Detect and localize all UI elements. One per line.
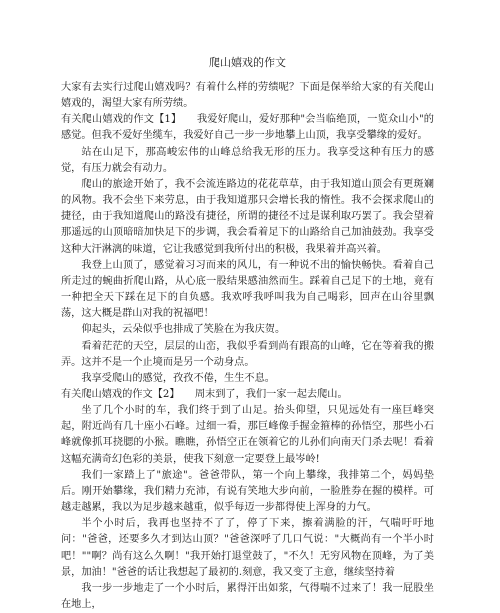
paragraph: 看着茫茫的天空，层层的山峦，我似乎看到尚有跟高的山峰，它在等着我的搬弄。这并不是一个止境而是另一个动身点。 bbox=[61, 340, 434, 368]
paragraph: 我一步一步地走了一个小时后，累得汗出如浆，气得喘不过来了！我一屁股坐在地上， bbox=[61, 582, 434, 610]
paragraph: 有关爬山嬉戏的作文【2】 周末到了，我们一家一起去爬山。 bbox=[61, 388, 348, 400]
document-body bbox=[61, 80, 434, 613]
document-title: 爬山嬉戏的作文 bbox=[209, 56, 286, 69]
paragraph: 大家有去实行过爬山嬉戏吗？有着什么样的劳绩呢？下面是保举给大家的有关爬山嬉戏的，渴望大家有所劳绩。 bbox=[61, 82, 434, 110]
paragraph: 半个小时后，我再也坚持不了了，停了下来，擦着满脸的汗，气喘吁吁地问："爸爸，还要多久才到达山顶？"爸爸深呼了几口气说："大概尚有一个半小时吧！""啊？尚有这么久啊！"我开始打退堂鼓了，"不久！无穷风物在顶峰，为了美景，加油！"爸爸的话让我想起了最初的.刻意，我又变了主意，继续坚持着 bbox=[61, 518, 434, 578]
paragraph: 爬山的旅途开始了，我不会流连路边的花花草草，由于我知道山顶会有更斑斓的风物。我不会坐下来劳息，由于我知道那只会增长我的惰性。我不会探求爬山的捷径，由于我知道爬山的路没有捷径，所谓的捷径不过是谋利取巧罢了。我会望着那遥远的山顶暗暗加快足下的步调，我会看着足下的山路给自己加油鼓劲。我享受这种大汗淋漓的味道，它让我感觉到我所付出的积极，我果着并高兴着。 bbox=[61, 178, 434, 255]
paragraph: 我登上山顶了，感觉着习习而来的风儿，有一种说不出的愉快畅快。看着自己所走过的蜿曲折爬山路，从心底一股结果感油然而生。踩着自己足下的土地，竟有一种把全天下踩在足下的自负感。我欢呼我呼叫我为自己喝彩，回声在山谷里飘荡，这大概是群山对我的祝福吧！ bbox=[61, 259, 434, 320]
paragraph: 有关爬山嬉戏的作文【1】 我爱好爬山，爱好那种"会当临绝顶，一览众山小"的感觉。但我不爱好坐缆车，我爱好自己一步一步地攀上山顶，我享受攀缘的爱好。 bbox=[61, 114, 434, 142]
paragraph: 坐了几个小时的车，我们终于到了山足。抬头仰望，只见远处有一座巨峰突起，附近尚有几十座小石峰。过细一看，那巨峰像手握金箍棒的孙悟空，那些小石峰就像抓耳挠腮的小猴。瞧瞧，孙悟空正在领着它的儿孙们向南天门杀去呢！看着这幅充满奇幻色彩的美景，使我下刻意一定要登上最岑岭! bbox=[61, 405, 434, 465]
paragraph: 我享受爬山的感觉，孜孜不倦，生生不息。 bbox=[81, 372, 275, 384]
paragraph: 我们一家踏上了"旅途"。爸爸带队，第一个向上攀缘，我排第二个，妈妈垫后。刚开始攀缘，我们精力充沛，有说有笑地大步向前，一脸胜券在握的模样。可越走越累，我以为足步越来越重，似乎每迈一步都得使上浑身的力气。 bbox=[61, 469, 434, 514]
paragraph: 仰起头，云朵似乎也排成了笑脸在为我庆贺。 bbox=[81, 324, 286, 336]
paragraph: 站在山足下，那高峻宏伟的山峰总给我无形的压力。我享受这种有压力的感觉，有压力就会有动力。 bbox=[61, 146, 434, 174]
